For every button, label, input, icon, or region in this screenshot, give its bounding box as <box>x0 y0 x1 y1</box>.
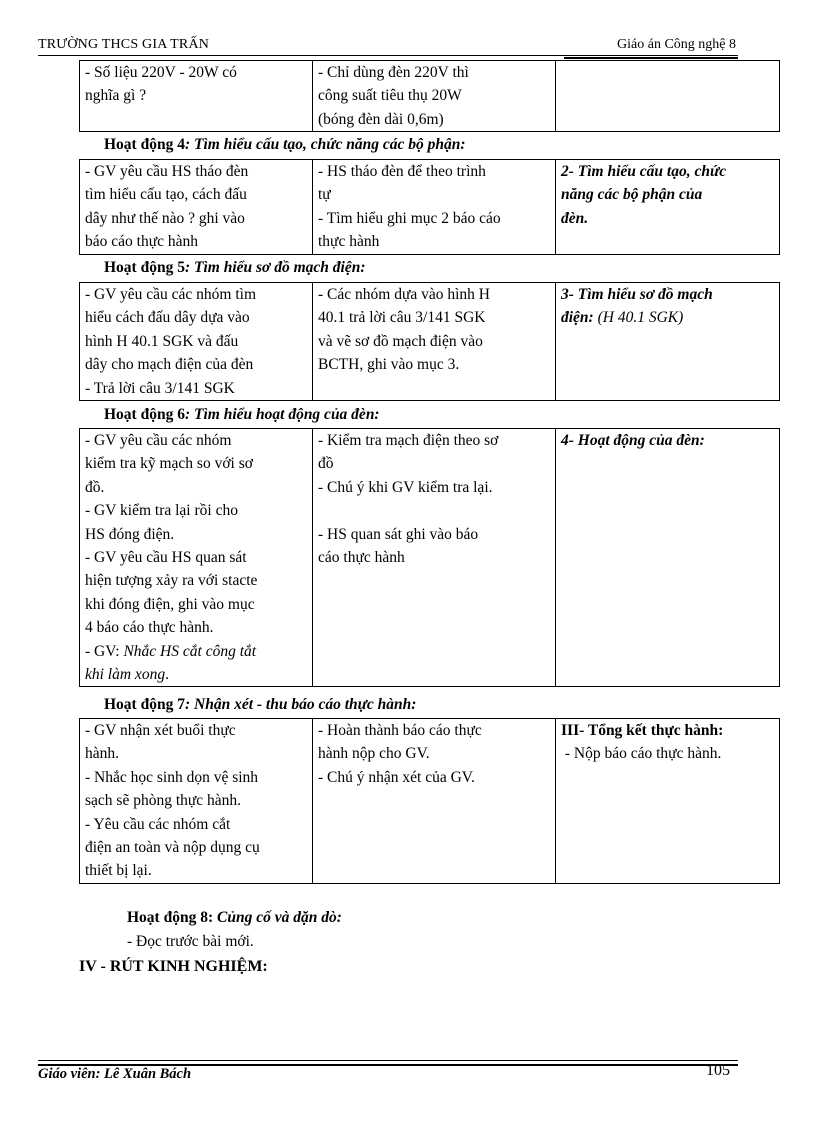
activity-4-heading <box>104 135 466 155</box>
activity-title: : Nhận xét - thu báo cáo thực hành: <box>184 696 417 713</box>
teacher-cell <box>80 160 313 255</box>
student-cell <box>313 429 556 687</box>
cell-line: đồ <box>318 455 334 473</box>
table-row <box>80 719 780 884</box>
cell-line: báo cáo thực hành <box>85 233 198 251</box>
table-row <box>80 283 780 401</box>
activity-5-heading <box>104 258 366 278</box>
cell-line: - GV kiểm tra lại rồi cho <box>85 502 238 520</box>
header-rule <box>38 55 738 56</box>
activity-title: : Tìm hiểu cấu tạo, chức năng các bộ phận: <box>184 136 466 153</box>
teacher-cell <box>80 61 313 132</box>
cell-line: - Yêu cầu các nhóm cắt <box>85 815 231 833</box>
cell-text: - GV: <box>85 642 124 660</box>
content-cell <box>556 283 780 401</box>
cell-line: - Kiểm tra mạch điện theo sơ <box>318 432 499 449</box>
cell-line: - Số liệu 220V - 20W có <box>85 64 237 81</box>
section-iv-heading: IV - RÚT KINH NGHIỆM: <box>79 958 268 975</box>
cell-line: - Nhắc học sinh dọn vệ sinh <box>85 768 259 786</box>
cell-line: (bóng đèn dài 0,6m) <box>318 110 444 128</box>
content-cell <box>556 429 780 687</box>
table-row <box>80 160 780 255</box>
cell-line: - GV yêu cầu các nhóm tìm <box>85 286 257 303</box>
cell-text: điện: <box>561 309 594 327</box>
content-cell <box>556 61 780 132</box>
student-cell <box>313 160 556 255</box>
cell-line: thực hành <box>318 233 380 251</box>
activity-8-heading <box>127 909 342 927</box>
cell-line: công suất tiêu thụ 20W <box>318 87 462 105</box>
activity-label: Hoạt động 7 <box>104 696 185 713</box>
cell-line: khi đóng điện, ghi vào mục <box>85 595 255 613</box>
activity-6-heading <box>104 405 380 425</box>
subject-title: Giáo án Công nghệ 8 <box>617 37 736 52</box>
cell-line: - Tìm hiểu ghi mục 2 báo cáo <box>318 209 501 227</box>
cell-line: hiện tượng xảy ra với stacte <box>85 572 258 590</box>
cell-line: tự <box>318 186 331 204</box>
table-row <box>80 429 780 687</box>
cell-line: hiểu cách đấu dây dựa vào <box>85 309 250 327</box>
content-cell <box>556 160 780 255</box>
cell-line: - Chú ý nhận xét của GV. <box>318 768 475 786</box>
activity-8-note: - Đọc trước bài mới. <box>127 933 254 950</box>
content-cell <box>556 719 780 884</box>
cell-line: - GV yêu cầu HS tháo đèn <box>85 163 249 180</box>
cell-line: đồ. <box>85 478 105 496</box>
cell-text: Nhắc HS cắt công tắt <box>123 642 257 660</box>
activity-7-heading <box>104 695 416 715</box>
cell-line: hình H 40.1 SGK và đấu <box>85 332 239 350</box>
cell-line: - Các nhóm dựa vào hình H <box>318 286 490 303</box>
teacher-cell: - GV yêu cầu các nhóm kiểm tra kỹ mạch so với sơ đồ. - GV kiểm tra lại rồi cho HS đóng điện. - GV yêu cầu HS quan sát hiện tượng xảy ra với stacte khi đóng điện, ghi vào mục 4 báo cáo thực hành. - GV: Nhắc HS cắt công tắt khi làm xong. <box>80 429 313 687</box>
cell-line: hành. <box>85 745 120 763</box>
cell-line: kiểm tra kỹ mạch so với sơ <box>85 455 253 473</box>
cell-line: - HS quan sát ghi vào báo <box>318 525 479 543</box>
cell-line: - Chú ý khi GV kiểm tra lại. <box>318 478 493 496</box>
teacher-name: Giáo viên: Lê Xuân Bách <box>38 1066 192 1082</box>
cell-line: 40.1 trả lời câu 3/141 SGK <box>318 309 486 327</box>
student-cell <box>313 719 556 884</box>
activity-table-7 <box>79 718 780 884</box>
cell-line: - Hoàn thành báo cáo thực <box>318 722 482 739</box>
cell-line: và vẽ sơ đồ mạch điện vào <box>318 332 483 350</box>
cell-line: năng các bộ phận của <box>561 186 703 204</box>
cell-line: dây cho mạch điện của đèn <box>85 356 254 374</box>
activity-title: : Tìm hiểu sơ đồ mạch điện: <box>184 259 366 276</box>
cell-line: thiết bị lại. <box>85 862 152 880</box>
table-row <box>80 61 780 132</box>
page-number: 105 <box>706 1062 730 1079</box>
cell-line: - GV yêu cầu HS quan sát <box>85 549 247 567</box>
cell-line: dây như thế nào ? ghi vào <box>85 209 245 227</box>
cell-line: - Trả lời câu 3/141 SGK <box>85 379 235 397</box>
cell-line: BCTH, ghi vào mục 3. <box>318 356 460 374</box>
footer-rule <box>38 1060 738 1061</box>
cell-line: điện an toàn và nộp dụng cụ <box>85 839 260 857</box>
activity-label: Hoạt động 6 <box>104 406 185 423</box>
teacher-cell <box>80 283 313 401</box>
cell-line: - GV nhận xét buổi thực <box>85 722 236 739</box>
cell-line: 3- Tìm hiểu sơ đồ mạch <box>561 286 713 303</box>
cell-line: cáo thực hành <box>318 549 405 567</box>
header-rule-accent <box>564 57 738 59</box>
cell-line: tìm hiểu cấu tạo, cách đấu <box>85 186 247 204</box>
activity-label: Hoạt động 5 <box>104 259 185 276</box>
cell-line: sạch sẽ phòng thực hành. <box>85 792 242 810</box>
cell-line: đèn. <box>561 209 589 227</box>
activity-label: Hoạt động 8: <box>127 909 214 926</box>
cell-line: 2- Tìm hiểu cấu tạo, chức <box>561 163 727 180</box>
activity-table-1 <box>79 60 780 132</box>
cell-line: HS đóng điện. <box>85 525 175 543</box>
activity-title: : Tìm hiểu hoạt động của đèn: <box>184 406 380 423</box>
cell-line: - Chỉ dùng đèn 220V thì <box>318 64 469 81</box>
student-cell <box>313 283 556 401</box>
cell-line: hành nộp cho GV. <box>318 745 430 763</box>
cell-line <box>318 499 550 522</box>
activity-table-4 <box>79 159 780 255</box>
cell-line: III- Tổng kết thực hành: <box>561 722 724 739</box>
student-cell <box>313 61 556 132</box>
cell-line: - GV yêu cầu các nhóm <box>85 432 232 449</box>
school-name: TRƯỜNG THCS GIA TRẤN <box>38 37 210 52</box>
cell-line: 4- Hoạt động của đèn: <box>561 432 705 449</box>
cell-line: - HS tháo đèn để theo trình <box>318 163 486 180</box>
cell-text: (H 40.1 SGK) <box>593 309 684 327</box>
cell-line: 4 báo cáo thực hành. <box>85 619 214 637</box>
cell-line: nghĩa gì ? <box>85 87 147 105</box>
activity-table-5 <box>79 282 780 401</box>
teacher-cell <box>80 719 313 884</box>
activity-title: Củng cố và dặn dò: <box>213 909 342 926</box>
activity-label: Hoạt động 4 <box>104 136 185 153</box>
activity-table-6 <box>79 428 780 687</box>
cell-line: - Nộp báo cáo thực hành. <box>561 745 722 763</box>
cell-text: khi làm xong <box>85 666 166 684</box>
page-header <box>38 37 738 55</box>
